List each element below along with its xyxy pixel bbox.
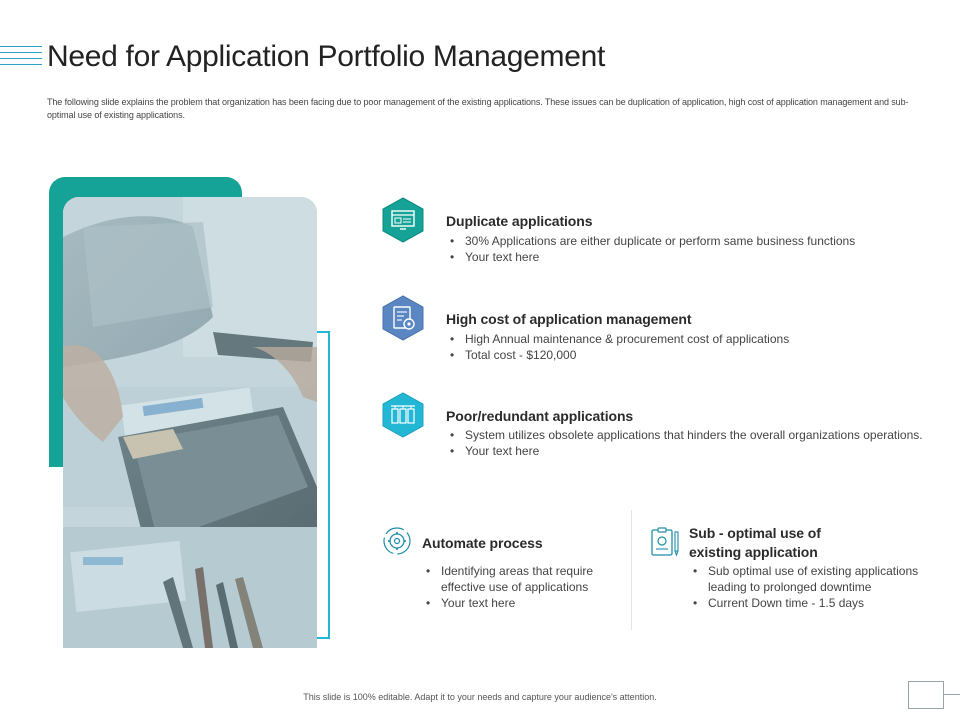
footer-note: This slide is 100% editable. Adapt it to your needs and capture your audience's attention. (303, 692, 657, 702)
gear-cycle-icon (382, 526, 412, 556)
page-box-line (944, 694, 960, 695)
monitor-window-icon (380, 197, 426, 243)
bullet: • Identifying areas that require (422, 563, 593, 579)
item-bullets (422, 563, 593, 611)
slide-description: The following slide explains the problem that organization has been facing due to poor management of the existing applications. These issues can be duplication of application, high cost of application management and sub-optimal use of existing applications. (47, 97, 909, 120)
slide-title: Need for Application Portfolio Management (47, 40, 606, 73)
item-title: Automate process (422, 535, 543, 551)
bullet: • Your text here (446, 249, 855, 265)
bullet: • Your text here (422, 595, 593, 611)
bullet: • Your text here (446, 443, 923, 459)
item-bullets (446, 427, 923, 459)
bullet: • Sub optimal use of existing applications (689, 563, 918, 579)
item-bullets (446, 331, 789, 363)
office-tablet-photo (63, 197, 317, 648)
server-stack-icon (380, 392, 426, 438)
bullet-continuation: effective use of applications (441, 580, 589, 594)
item-bullets (446, 233, 855, 265)
column-divider (631, 510, 632, 630)
bullet: • System utilizes obsolete applications that hinders the overall organizations operations. (446, 427, 923, 443)
bullet: • High Annual maintenance & procurement cost of applications (446, 331, 789, 347)
title-accent-lines (0, 46, 42, 72)
page-number-box (908, 681, 944, 709)
clipboard-pencil-icon (649, 526, 681, 558)
bullet: • Total cost - $120,000 (446, 347, 789, 363)
bullet-continuation: leading to prolonged downtime (708, 580, 872, 594)
bullet: • 30% Applications are either duplicate or perform same business functions (446, 233, 855, 249)
item-title: Poor/redundant applications (446, 408, 634, 424)
item-title-line2: existing application (689, 544, 818, 560)
item-title: Duplicate applications (446, 213, 593, 229)
checklist-gear-icon (380, 295, 426, 341)
item-title-line1: Sub - optimal use of (689, 525, 821, 541)
item-title: High cost of application management (446, 311, 692, 327)
item-bullets (689, 563, 918, 611)
bullet: • Current Down time - 1.5 days (689, 595, 918, 611)
